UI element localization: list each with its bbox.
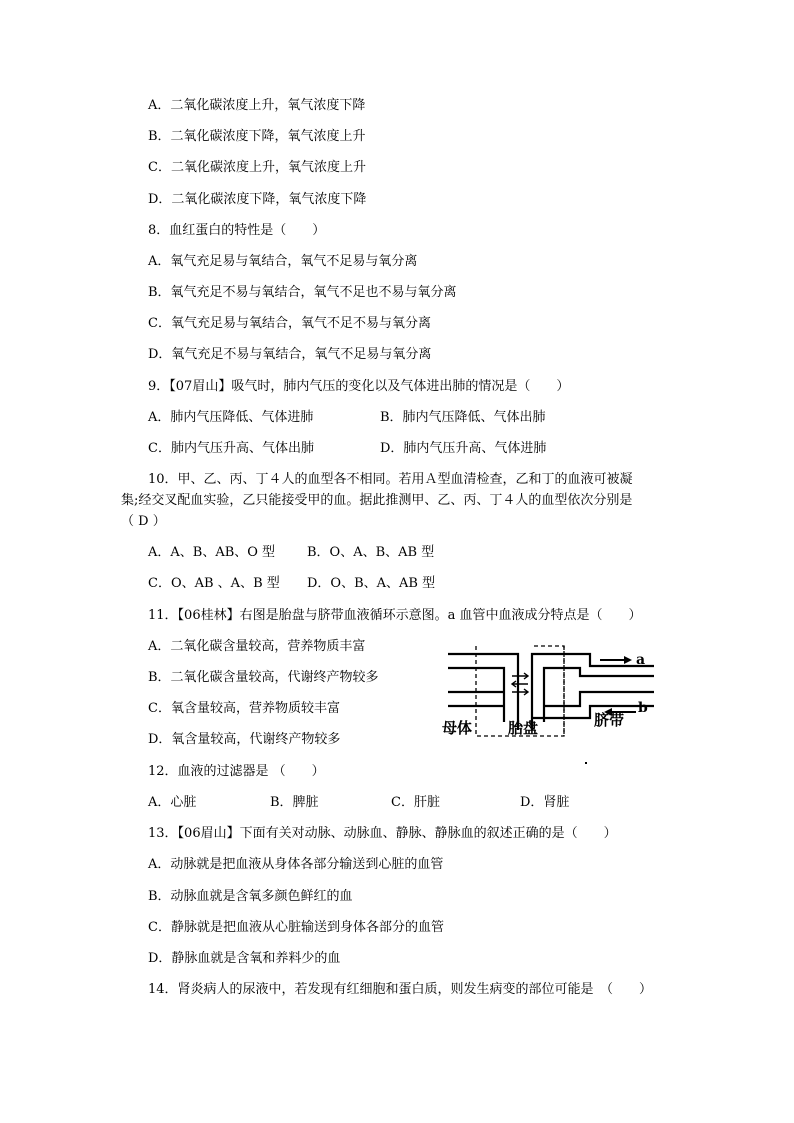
- label-placenta: 胎盘: [508, 719, 539, 737]
- q13-option-c: C．静脉就是把血液从心脏输送到身体各部分的血管: [148, 920, 444, 935]
- q13-option-d: D．静脉血就是含氧和养料少的血: [148, 951, 341, 966]
- label-a: a: [636, 652, 646, 668]
- q12-option-d: D．肾脏: [520, 795, 570, 810]
- q12-option-b: B．脾脏: [270, 795, 319, 810]
- q7-option-d: D．二氧化碳浓度下降，氧气浓度下降: [148, 192, 367, 207]
- q8-option-b: B．氧气充足不易与氧结合，氧气不足也不易与氧分离: [148, 285, 457, 300]
- placenta-umbilical-diagram: [440, 632, 662, 744]
- q7-option-c: C．二氧化碳浓度上升，氧气浓度上升: [148, 160, 366, 175]
- q9-option-a: A．肺内气压降低、气体进肺: [148, 410, 314, 425]
- q13-stem: 13．【06眉山】下面有关对动脉、动脉血、静脉、静脉血的叙述正确的是（ ）: [148, 826, 617, 841]
- q9-option-d: D．肺内气压升高、气体进肺: [380, 441, 547, 456]
- q10-option-d: D．O、B、A、AB 型: [307, 576, 436, 591]
- exchange-arrow: [512, 673, 528, 679]
- q9-option-c: C．肺内气压升高、气体出肺: [148, 441, 314, 456]
- q10-answer: （ D ）: [121, 514, 166, 529]
- q11-option-c: C．氧含量较高，营养物质较丰富: [148, 701, 340, 716]
- q12-option-c: C．肝脏: [391, 795, 440, 810]
- q8-option-d: D．氧气充足不易与氧结合，氧气不足易与氧分离: [148, 347, 432, 362]
- q10-option-c: C．O、AB 、A、B 型: [148, 576, 280, 591]
- q11-option-d: D．氧含量较高，代谢终产物较多: [148, 732, 341, 747]
- q11-option-b: B．二氧化碳含量较高，代谢终产物较多: [148, 670, 379, 685]
- stray-dot: [585, 762, 587, 764]
- q8-option-c: C．氧气充足易与氧结合，氧气不足不易与氧分离: [148, 316, 431, 331]
- q13-option-a: A．动脉就是把血液从身体各部分输送到心脏的血管: [148, 857, 444, 872]
- label-umbilical-cord: 脐带: [594, 711, 625, 729]
- q8-option-a: A．氧气充足易与氧结合，氧气不足易与氧分离: [148, 254, 418, 269]
- label-mother: 母体: [442, 719, 473, 737]
- q7-option-a: A．二氧化碳浓度上升，氧气浓度下降: [148, 98, 366, 113]
- q11-stem: 11．【06桂林】右图是胎盘与脐带血液循环示意图。a 血管中血液成分特点是（ ）: [148, 608, 642, 623]
- q12-option-a: A．心脏: [148, 795, 197, 810]
- q12-stem: 12．血液的过滤器是 （ ）: [148, 764, 325, 779]
- q10-option-a: A．A、B、AB、O 型: [148, 545, 276, 560]
- q9-stem: 9．【07眉山】吸气时，肺内气压的变化以及气体进出肺的情况是（ ）: [148, 379, 570, 394]
- q13-option-b: B．动脉血就是含氧多颜色鲜红的血: [148, 889, 353, 904]
- q10-stem-line1: 10．甲、乙、丙、丁４人的血型各不相同。若用Ａ型血清检查，乙和丁的血液可被凝: [148, 472, 633, 487]
- q10-option-b: B．O、A、B、AB 型: [307, 545, 435, 560]
- q10-stem-line2: 集;经交叉配血实验，乙只能接受甲的血。据此推测甲、乙、丙、丁４人的血型依次分别是: [121, 493, 633, 508]
- label-b: b: [638, 700, 648, 716]
- q9-option-b: B．肺内气压降低、气体出肺: [380, 410, 546, 425]
- q8-stem: 8．血红蛋白的特性是（ ）: [148, 223, 326, 238]
- q14-stem: 14．肾炎病人的尿液中，若发现有红细胞和蛋白质，则发生病变的部位可能是 （ ）: [148, 982, 653, 997]
- q11-option-a: A．二氧化碳含量较高，营养物质丰富: [148, 639, 366, 654]
- q7-option-b: B．二氧化碳浓度下降，氧气浓度上升: [148, 129, 366, 144]
